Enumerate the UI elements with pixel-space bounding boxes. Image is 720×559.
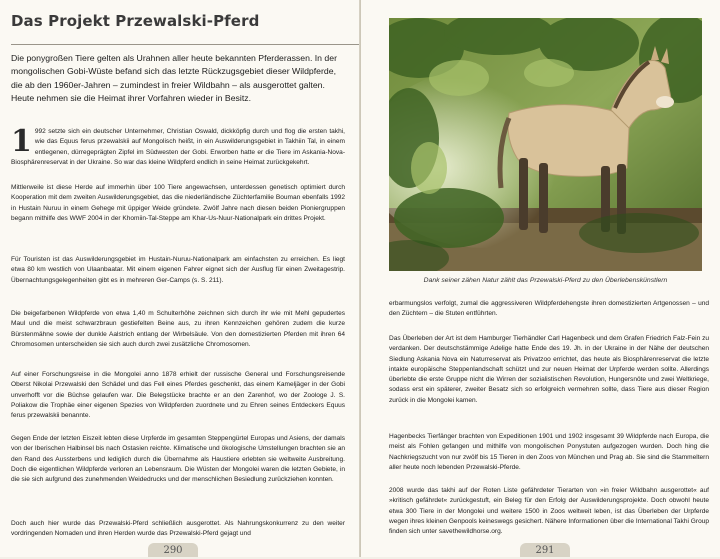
photo-caption: Dank seiner zähen Natur zählt das Przewalski-Pferd zu den Überlebenskünstlern [423,277,668,284]
body-paragraph-2: Mittlerweile ist diese Herde auf immerhin über 100 Tiere angewachsen, unterdessen genetisch optimiert durch Kooperation mit dem zweiten Auswilderungsgebiet, das die niederländische Züchterfamilie Bouman ebenfalls 1992 in Hustain Nuruu in einem Gehege mit üppiger Weide gründete. Zwölf Jahre nach diesen beiden Pioniergruppen begann mithilfe des WWF 2004 in der Khomiin-Tal-Steppe am Khar-Us-Nuur-Nationalpark ein drittes Projekt. [11,184,345,222]
page-number: 290 [148,543,198,557]
right-page [361,0,720,557]
paragraph-text: 992 setzte sich ein deutscher Unternehmer, Christian Oswald, dickköpfig durch und flog die ersten takhi, wie das Equus ferus przewalskii auf Mongolisch heißt, in ein Auswilderungsgebiet in Takhiin Tal, in einem entlegenen, dürregeprägten Zipfel im Südwesten der Gobi. Erworben hatte er die Tiere im Askania-Nova-Biosphärenreservat in der Ukraine. So war das kleine Wildpferd endlich in seine Heimat zurückgekehrt. [11,128,345,166]
drop-cap: 1 [11,124,32,159]
body-paragraph-8: erbarmungslos verfolgt, zumal die aggressiveren Wildpferdehengste ihren domestizierten Artgenossen – und den Züchtern – die Stuten entführten. [389,300,709,318]
body-paragraph-6: Gegen Ende der letzten Eiszeit lebten diese Urpferde im gesamten Steppengürtel Europas und Asiens, der damals von der Iberischen Halbinsel bis nach Ostasien reichte. Klimatische und ökologische Umstellungen brachten sie an den Rand des Aussterbens und lediglich durch die Übernahme als Haustiere erlebten sie weltweite Ausbreitung. Doch die eigentlichen Wildpferde verloren an Lebensraum. Die Wüsten der Mongolei waren die letzten Gebiete, in die sie sich aufgrund des zunehmenden Weidedrucks und der menschlichen Besiedlung zurückziehen konnten. [11,435,345,484]
body-paragraph-1 [11,124,345,168]
page-title: Das Projekt Przewalski-Pferd [11,12,260,30]
body-paragraph-4: Die beigefarbenen Wildpferde von etwa 1,40 m Schulterhöhe zeichnen sich durch ihr wie mit Mehl gepudertes Maul und die meist schwarzbraun gestiefelten Beine aus, zu ihren Kennzeichen gehören zudem die kurze Bürstenmähne sowie der dunkle Aalstrich entlang der Wirbelsäule. Von den domestizierten Pferden mit ihren 64 Chromosomen unterscheiden sie sich auch durch zwei zusätzliche Chromosomen. [11,310,345,348]
body-paragraph-9: Das Überleben der Art ist dem Hamburger Tierhändler Carl Hagenbeck und dem Grafen Friedrich Falz-Fein zu verdanken. Der deutschstämmige Adelige hatte Ende des 19. Jh. in der Ukraine in der Nähe der deutschen Siedlung Askania Nova ein Naturreservat als Privatzoo errichtet, das heute als Biosphärenreservat die letzte intakte europäische Steppenlandschaft schützt und zur neuen Heimat der Urpferde werden sollte. Allerdings überlebte die erste Gruppe nicht die Wirren der sozialistischen Revolution, Hungersnöte und zwei Weltkriege, sodass erst ein späterer, zweiter Besatz sich so erfolgreich vermehren sollte, dass Tiere aus dieser Region zurück in die Mongolei kamen. [389,335,709,404]
body-paragraph-5: Auf einer Forschungsreise in die Mongolei anno 1878 erhielt der russische General und Forschungsreisende Oberst Nikolai Przewalski den Schädel und das Fell eines Pferdes geschenkt, das einem Kameljäger in der Gobi unverhofft vor die Büchse gelaufen war. Die Belegstücke brachte er an den Zarenhof, wo der Zoologe J. S. Poliakow die Trophäe einer eigenen Spezies von Wildpferden zuordnete und zu Ehren seines Entdeckers Equus ferus przewalskii benannte. [11,371,345,420]
intro-paragraph: Die ponygroßen Tiere gelten als Urahnen aller heute bekannten Pferderassen. In der mongolischen Gobi-Wüste befand sich das letzte Rückzugsgebiet dieser Wildpferde, die ab den 1960er-Jahren – zumindest in freier Wildbahn – als ausgerottet galten. Heute nehmen sie die Heimat ihrer Vorfahren wieder in Besitz. [11,53,337,104]
przewalski-horse-photo [389,18,702,271]
body-paragraph-11: 2008 wurde das takhi auf der Roten Liste gefährdeter Tierarten von »in freier Wildbahn ausgerottet« auf »kritisch gefährdet« zurückgestuft, ein Beleg für den Erfolg der Auswilderungsprojekte. Doch obwohl heute etwa 300 Tiere in der Mongolei und weitere 1500 in Zoos weltweit leben, ist das Überleben der Urpferde wegen ihres kleinen Genpools keineswegs gesichert. Nähere Informationen über die International Takhi Group finden sich unter savethewildhorse.org. [389,487,709,536]
body-paragraph-10: Hagenbecks Tierfänger brachten von Expeditionen 1901 und 1902 insgesamt 39 Wildpferde nach Europa, die meist als Fohlen gefangen und mithilfe von mongolischen Ponystuten aufgezogen wurden. Doch hing die Nachkriegszucht von nur zwölf bis 15 Tieren in den Zoos von München und Prag ab. Sie sind die Stammeltern aller heute noch lebenden Przewalski-Pferde. [389,433,709,471]
body-paragraph-3: Für Touristen ist das Auswilderungsgebiet im Hustain-Nuruu-Nationalpark am einfachsten zu erreichen. Es liegt etwa 80 km westlich von Ulaanbaatar. Mit einem eigenen Fahrer eignet sich der Ausflug für einen Zweitagestrip. Übernachtungsgelegenheiten gibt es in mehreren Ger-Camps (s. S. 211). [11,256,345,284]
left-page [0,0,359,557]
page-number: 291 [520,543,570,557]
title-divider [11,44,388,45]
body-paragraph-7: Doch auch hier wurde das Przewalski-Pferd schließlich ausgerottet. Als Nahrungskonkurrenz zu den weiter vordringenden Nomaden und ihren Herden wurde das Przewalski-Pferd gejagt und [11,520,345,538]
